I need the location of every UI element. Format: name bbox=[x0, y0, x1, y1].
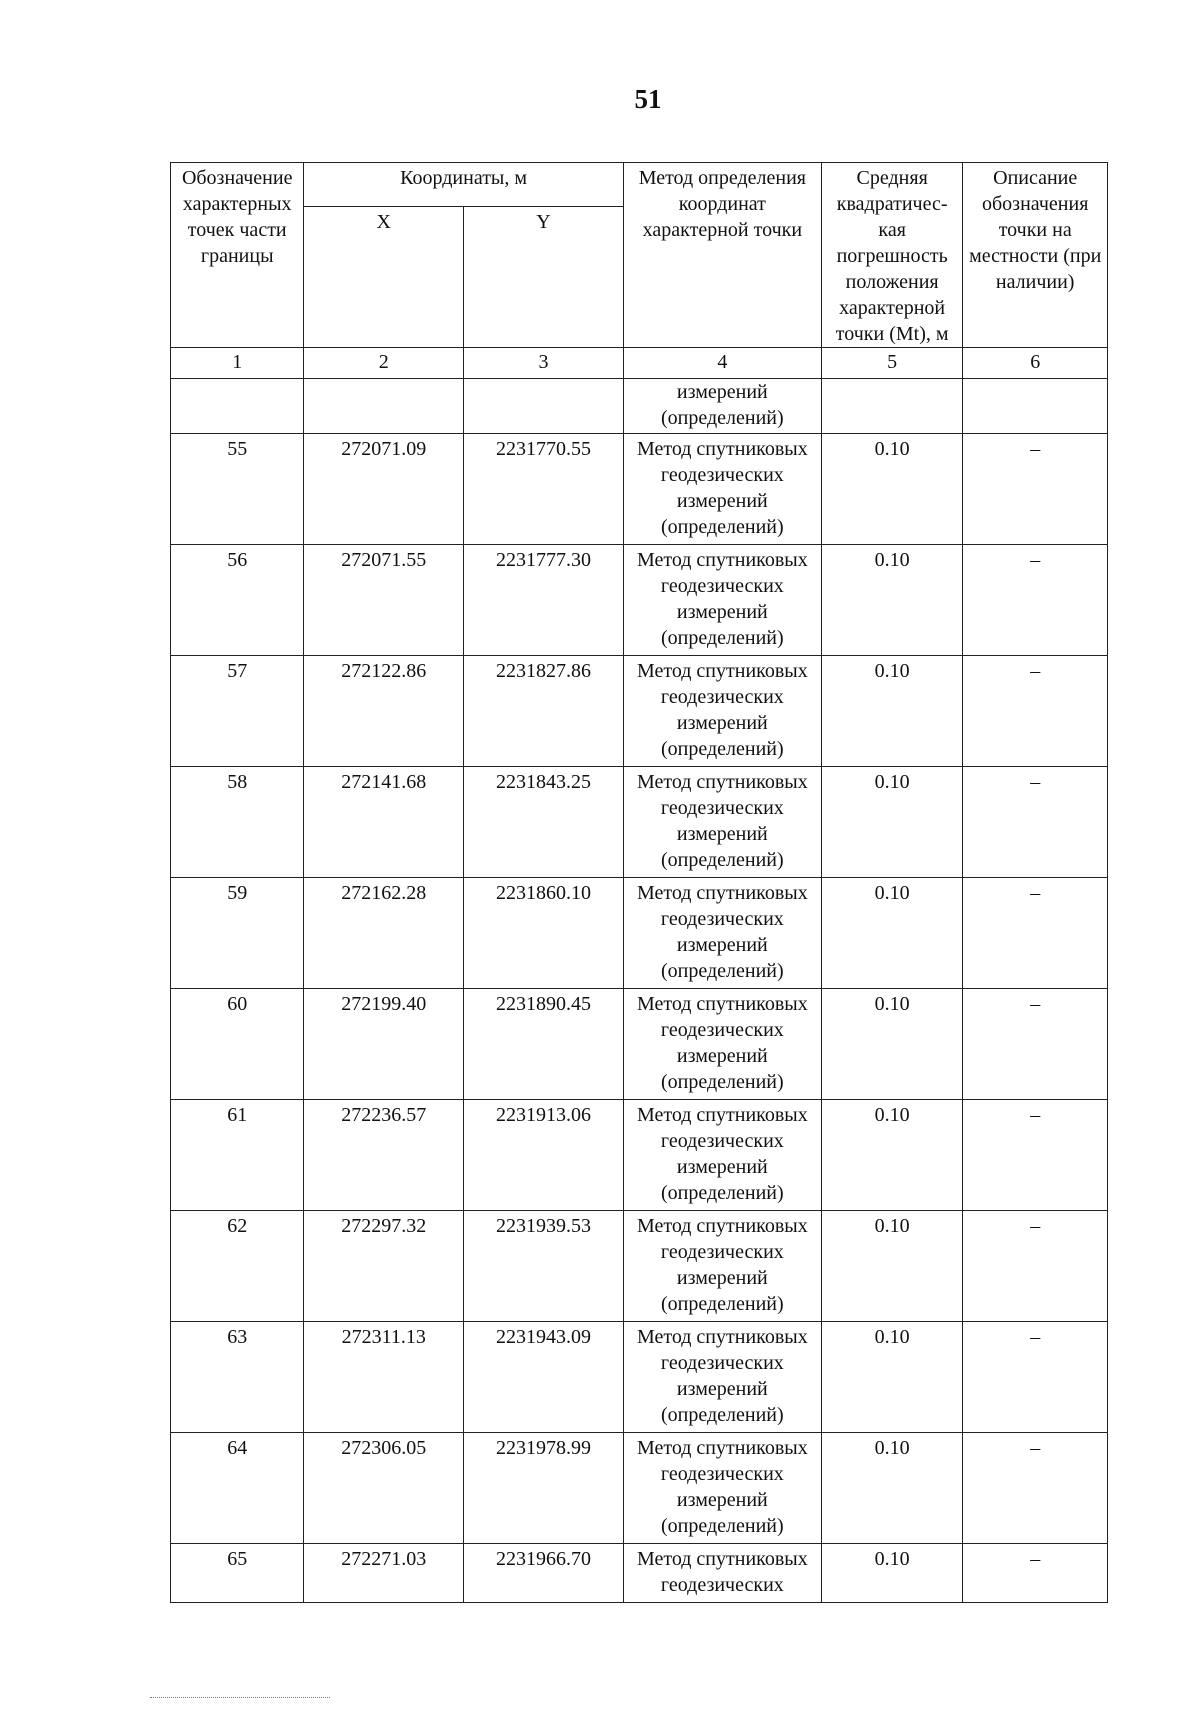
cell-y: 2231777.30 bbox=[464, 545, 624, 656]
cell-description: – bbox=[963, 767, 1108, 878]
header-y: Y bbox=[464, 206, 624, 347]
cell-y: 2231770.55 bbox=[464, 434, 624, 545]
cell-method: Метод спутниковых геодезических измерений (определений) bbox=[623, 434, 821, 545]
cell-error: 0.10 bbox=[821, 767, 963, 878]
cell-point: 62 bbox=[171, 1211, 304, 1322]
column-number: 2 bbox=[304, 348, 464, 379]
cell-point: 65 bbox=[171, 1544, 304, 1603]
cell-description: – bbox=[963, 434, 1108, 545]
cell-x: 272271.03 bbox=[304, 1544, 464, 1603]
cell-x: 272311.13 bbox=[304, 1322, 464, 1433]
cell-method: Метод спутниковых геодезических измерений (определений) bbox=[623, 1322, 821, 1433]
cell-y: 2231978.99 bbox=[464, 1433, 624, 1544]
cell-point: 59 bbox=[171, 878, 304, 989]
table-row bbox=[171, 1322, 1108, 1433]
cell-x: 272071.09 bbox=[304, 434, 464, 545]
cell-point: 55 bbox=[171, 434, 304, 545]
cell-point bbox=[171, 379, 304, 434]
cell-error: 0.10 bbox=[821, 878, 963, 989]
column-number: 3 bbox=[464, 348, 624, 379]
continuation-row bbox=[171, 379, 1108, 434]
header-mean-square-error: Средняя квадратичес-кая погрешность положения характерной точки (Mt), м bbox=[821, 163, 963, 348]
header-x: X bbox=[304, 206, 464, 347]
cell-x: 272199.40 bbox=[304, 989, 464, 1100]
cell-description: – bbox=[963, 1211, 1108, 1322]
column-number: 4 bbox=[623, 348, 821, 379]
table-row bbox=[171, 1100, 1108, 1211]
cell-method: Метод спутниковых геодезических измерений (определений) bbox=[623, 767, 821, 878]
cell-description: – bbox=[963, 1433, 1108, 1544]
cell-x: 272071.55 bbox=[304, 545, 464, 656]
cell-point: 56 bbox=[171, 545, 304, 656]
cell-point: 58 bbox=[171, 767, 304, 878]
cell-description: – bbox=[963, 989, 1108, 1100]
cell-error: 0.10 bbox=[821, 1433, 963, 1544]
header-description: Описание обозначения точки на местности (при наличии) bbox=[963, 163, 1108, 348]
column-number: 1 bbox=[171, 348, 304, 379]
cell-error: 0.10 bbox=[821, 1544, 963, 1603]
coordinates-table bbox=[170, 162, 1108, 1603]
table-row bbox=[171, 1544, 1108, 1603]
header-point-designation: Обозначение характерных точек части границы bbox=[171, 163, 304, 348]
cell-method: Метод спутниковых геодезических измерений (определений) bbox=[623, 545, 821, 656]
cell-error: 0.10 bbox=[821, 1322, 963, 1433]
cell-description: – bbox=[963, 1322, 1108, 1433]
cell-x: 272306.05 bbox=[304, 1433, 464, 1544]
table-row bbox=[171, 989, 1108, 1100]
cell-error: 0.10 bbox=[821, 434, 963, 545]
cell-description bbox=[963, 379, 1108, 434]
table-row bbox=[171, 878, 1108, 989]
cell-y: 2231913.06 bbox=[464, 1100, 624, 1211]
cell-point: 63 bbox=[171, 1322, 304, 1433]
cell-point: 60 bbox=[171, 989, 304, 1100]
cell-y: 2231939.53 bbox=[464, 1211, 624, 1322]
header-coordinates: Координаты, м bbox=[304, 163, 623, 207]
cell-method: Метод спутниковых геодезических измерений (определений) bbox=[623, 878, 821, 989]
cell-point: 64 bbox=[171, 1433, 304, 1544]
cell-x: 272162.28 bbox=[304, 878, 464, 989]
cell-error: 0.10 bbox=[821, 1100, 963, 1211]
cell-method: Метод спутниковых геодезических измерений (определений) bbox=[623, 1211, 821, 1322]
table-row bbox=[171, 545, 1108, 656]
cell-x bbox=[304, 379, 464, 434]
cell-error: 0.10 bbox=[821, 656, 963, 767]
cell-description: – bbox=[963, 1100, 1108, 1211]
column-number: 5 bbox=[821, 348, 963, 379]
cell-method: Метод спутниковых геодезических измерений (определений) bbox=[623, 656, 821, 767]
cell-x: 272236.57 bbox=[304, 1100, 464, 1211]
cell-error bbox=[821, 379, 963, 434]
cell-method: Метод спутниковых геодезических измерений (определений) bbox=[623, 1100, 821, 1211]
cell-y: 2231890.45 bbox=[464, 989, 624, 1100]
cell-error: 0.10 bbox=[821, 1211, 963, 1322]
cell-x: 272297.32 bbox=[304, 1211, 464, 1322]
cell-x: 272141.68 bbox=[304, 767, 464, 878]
cell-point: 57 bbox=[171, 656, 304, 767]
cell-y: 2231966.70 bbox=[464, 1544, 624, 1603]
cell-method: измерений (определений) bbox=[623, 379, 821, 434]
table-row bbox=[171, 767, 1108, 878]
cell-y bbox=[464, 379, 624, 434]
cell-description: – bbox=[963, 1544, 1108, 1603]
cell-error: 0.10 bbox=[821, 989, 963, 1100]
cell-method: Метод спутниковых геодезических измерений (определений) bbox=[623, 989, 821, 1100]
cell-point: 61 bbox=[171, 1100, 304, 1211]
cell-y: 2231860.10 bbox=[464, 878, 624, 989]
cell-y: 2231827.86 bbox=[464, 656, 624, 767]
cell-y: 2231843.25 bbox=[464, 767, 624, 878]
page-number: 51 bbox=[634, 84, 662, 114]
header-method: Метод определения координат характерной точки bbox=[623, 163, 821, 348]
cell-x: 272122.86 bbox=[304, 656, 464, 767]
table-row bbox=[171, 434, 1108, 545]
cell-method: Метод спутниковых геодезических bbox=[623, 1544, 821, 1603]
scan-artifact-line bbox=[150, 1697, 330, 1702]
cell-description: – bbox=[963, 545, 1108, 656]
cell-y: 2231943.09 bbox=[464, 1322, 624, 1433]
table-row bbox=[171, 1211, 1108, 1322]
cell-description: – bbox=[963, 878, 1108, 989]
table-row bbox=[171, 1433, 1108, 1544]
column-number: 6 bbox=[963, 348, 1108, 379]
cell-error: 0.10 bbox=[821, 545, 963, 656]
table-row bbox=[171, 656, 1108, 767]
cell-method: Метод спутниковых геодезических измерений (определений) bbox=[623, 1433, 821, 1544]
cell-description: – bbox=[963, 656, 1108, 767]
